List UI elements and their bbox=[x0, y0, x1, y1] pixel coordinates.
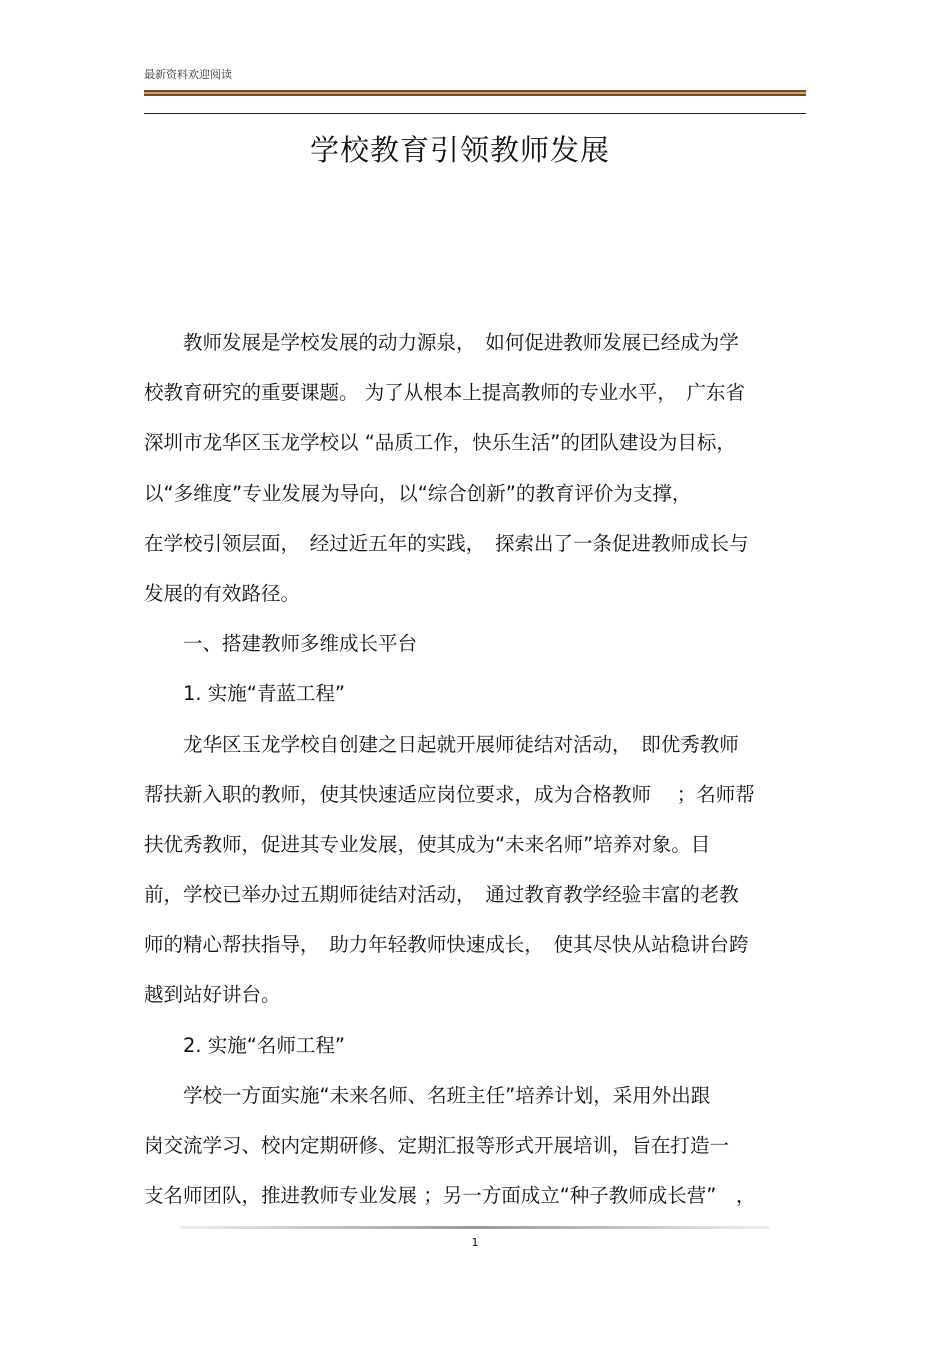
subsection-heading: 2. 实施“名师工程” bbox=[144, 1033, 346, 1057]
body-line: 越到站好讲台。 bbox=[144, 983, 281, 1007]
body-line: 发展的有效路径。 bbox=[144, 581, 301, 605]
body-line: 深圳市龙华区玉龙学校以 “品质工作，快乐生活”的团队建设为目标， bbox=[144, 431, 736, 455]
header-decorative-rule bbox=[144, 90, 806, 96]
body-line: 在学校引领层面， 经过近五年的实践， 探索出了一条促进教师成长与 bbox=[144, 531, 749, 555]
body-line: 龙华区玉龙学校自创建之日起就开展师徒结对活动， 即优秀教师 bbox=[144, 732, 739, 756]
header-label: 最新资料欢迎阅读 bbox=[144, 68, 232, 81]
document-title: 学校教育引领教师发展 bbox=[309, 133, 610, 167]
section-heading: 一、搭建教师多维成长平台 bbox=[144, 632, 418, 656]
body-line: 岗交流学习、校内定期研修、定期汇报等形式开展培训，旨在打造一 bbox=[144, 1134, 730, 1157]
document-body bbox=[144, 318, 806, 1221]
body-line: 校教育研究的重要课题。 为了从根本上提高教师的专业水平， 广东省 bbox=[144, 381, 745, 405]
body-line: 学校一方面实施“未来名师、名班主任”培养计划，采用外出跟 bbox=[144, 1083, 711, 1107]
body-line: 以“多维度”专业发展为导向，以“综合创新”的教育评价为支撑， bbox=[144, 481, 692, 505]
body-line: 支名师团队，推进教师专业发展 ；另一方面成立“种子教师成长营” ， bbox=[144, 1184, 756, 1208]
subsection-heading: 1. 实施“青蓝工程” bbox=[144, 682, 346, 706]
body-line: 扶优秀教师，促进其专业发展，使其成为“未来名师”培养对象。目 bbox=[144, 832, 711, 856]
body-line: 前，学校已举办过五期师徒结对活动， 通过教育教学经验丰富的老教 bbox=[144, 883, 739, 907]
page-number: 1 bbox=[471, 1236, 479, 1249]
header-divider bbox=[144, 113, 806, 114]
body-line: 师的精心帮扶指导， 助力年轻教师快速成长， 使其尽快从站稳讲台跨 bbox=[144, 933, 749, 957]
footer-divider bbox=[180, 1226, 770, 1229]
body-line: 教师发展是学校发展的动力源泉， 如何促进教师发展已经成为学 bbox=[144, 331, 739, 354]
body-line: 帮扶新入职的教师，使其快速适应岗位要求，成为合格教师 ；名师帮 bbox=[144, 782, 755, 806]
